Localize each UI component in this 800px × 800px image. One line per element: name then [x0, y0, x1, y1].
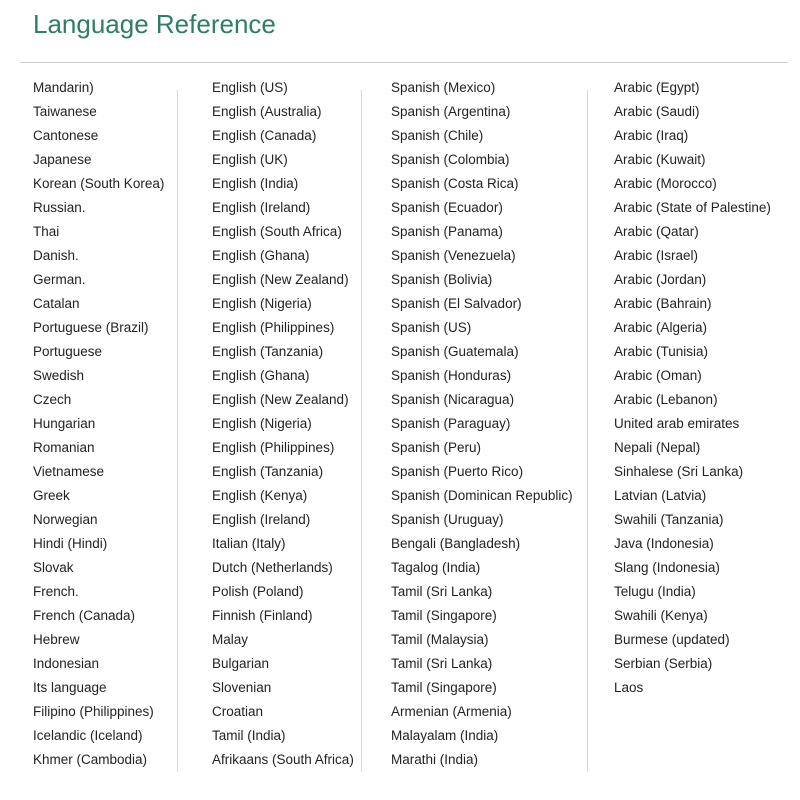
column-divider	[177, 90, 178, 772]
column-divider	[587, 90, 588, 772]
language-item: Arabic (Jordan)	[614, 272, 707, 287]
language-item: Vietnamese	[33, 464, 105, 479]
language-item: Marathi (India)	[391, 752, 479, 767]
language-item: Tamil (Sri Lanka)	[391, 656, 493, 671]
language-item: Bengali (Bangladesh)	[391, 536, 521, 551]
language-item: Czech	[33, 392, 72, 407]
language-item: Romanian	[33, 440, 95, 455]
language-item: Indonesian	[33, 656, 100, 671]
language-item: Spanish (Peru)	[391, 440, 482, 455]
column-divider	[361, 90, 362, 772]
language-item: Spanish (US)	[391, 320, 472, 335]
language-item: Thai	[33, 224, 60, 239]
language-item: English (India)	[212, 176, 299, 191]
language-item: Arabic (Israel)	[614, 248, 699, 263]
language-item: Latvian (Latvia)	[614, 488, 707, 503]
language-item: Arabic (Oman)	[614, 368, 702, 383]
language-item: Spanish (Argentina)	[391, 104, 511, 119]
language-item: English (Ireland)	[212, 512, 311, 527]
language-columns	[0, 76, 800, 786]
language-item: Portuguese	[33, 344, 103, 359]
language-item: Spanish (Dominican Republic)	[391, 488, 573, 503]
language-item: Spanish (Puerto Rico)	[391, 464, 524, 479]
language-item: Spanish (Chile)	[391, 128, 484, 143]
language-item: English (Philippines)	[212, 320, 335, 335]
language-item: Swedish	[33, 368, 85, 383]
language-item: Spanish (El Salvador)	[391, 296, 522, 311]
language-item: Slang (Indonesia)	[614, 560, 720, 575]
language-item: Tamil (Singapore)	[391, 680, 497, 695]
language-item: Malay	[212, 632, 249, 647]
language-item: English (Canada)	[212, 128, 317, 143]
language-item: Icelandic (Iceland)	[33, 728, 143, 743]
language-item: Spanish (Venezuela)	[391, 248, 516, 263]
language-item: Italian (Italy)	[212, 536, 286, 551]
language-item: English (Nigeria)	[212, 296, 312, 311]
language-item: Java (Indonesia)	[614, 536, 714, 551]
language-item: Catalan	[33, 296, 80, 311]
language-item: Dutch (Netherlands)	[212, 560, 333, 575]
language-item: Spanish (Colombia)	[391, 152, 510, 167]
language-item: Spanish (Panama)	[391, 224, 503, 239]
language-item: Croatian	[212, 704, 264, 719]
language-item: Arabic (Egypt)	[614, 80, 700, 95]
language-item: Arabic (Algeria)	[614, 320, 708, 335]
language-item: Spanish (Mexico)	[391, 80, 496, 95]
language-item: Malayalam (India)	[391, 728, 499, 743]
language-item: English (Ghana)	[212, 248, 310, 263]
language-item: Danish.	[33, 248, 79, 263]
language-item: Burmese (updated)	[614, 632, 730, 647]
language-item: English (South Africa)	[212, 224, 342, 239]
language-item: Arabic (Qatar)	[614, 224, 699, 239]
language-item: English (Ireland)	[212, 200, 311, 215]
language-item: Spanish (Honduras)	[391, 368, 512, 383]
language-item: Tamil (Sri Lanka)	[391, 584, 493, 599]
language-item: Mandarin)	[33, 80, 94, 95]
language-item: English (Tanzania)	[212, 464, 324, 479]
language-item: Bulgarian	[212, 656, 270, 671]
language-item: Japanese	[33, 152, 92, 167]
language-item: Arabic (Bahrain)	[614, 296, 712, 311]
language-item: Armenian (Armenia)	[391, 704, 512, 719]
language-item: Tamil (Singapore)	[391, 608, 497, 623]
language-item: Hindi (Hindi)	[33, 536, 108, 551]
language-item: Tamil (India)	[212, 728, 286, 743]
language-item: Tagalog (India)	[391, 560, 481, 575]
language-item: Swahili (Tanzania)	[614, 512, 724, 527]
language-item: Khmer (Cambodia)	[33, 752, 148, 767]
language-item: English (Tanzania)	[212, 344, 324, 359]
language-item: Arabic (Saudi)	[614, 104, 700, 119]
language-item: Arabic (State of Palestine)	[614, 200, 771, 215]
language-item: United arab emirates	[614, 416, 740, 431]
language-item: Portuguese (Brazil)	[33, 320, 149, 335]
language-item: English (UK)	[212, 152, 288, 167]
page-title: Language Reference	[33, 9, 276, 39]
language-item: Norwegian	[33, 512, 98, 527]
language-item: Cantonese	[33, 128, 99, 143]
language-item: Laos	[614, 680, 644, 695]
language-item: English (Ghana)	[212, 368, 310, 383]
language-item: Hebrew	[33, 632, 80, 647]
language-item: Serbian (Serbia)	[614, 656, 713, 671]
language-item: Arabic (Kuwait)	[614, 152, 706, 167]
language-item: Spanish (Paraguay)	[391, 416, 511, 431]
language-item: Taiwanese	[33, 104, 97, 119]
language-item: Spanish (Guatemala)	[391, 344, 519, 359]
language-item: Hungarian	[33, 416, 96, 431]
language-item: Swahili (Kenya)	[614, 608, 708, 623]
language-item: English (New Zealand)	[212, 392, 349, 407]
language-item: Polish (Poland)	[212, 584, 304, 599]
language-item: English (US)	[212, 80, 288, 95]
language-item: Nepali (Nepal)	[614, 440, 701, 455]
language-item: Afrikaans (South Africa)	[212, 752, 354, 767]
language-item: Finnish (Finland)	[212, 608, 313, 623]
language-item: Arabic (Tunisia)	[614, 344, 709, 359]
language-item: Greek	[33, 488, 70, 503]
language-item: French.	[33, 584, 79, 599]
language-item: English (Philippines)	[212, 440, 335, 455]
language-item: Spanish (Nicaragua)	[391, 392, 515, 407]
language-item: Sinhalese (Sri Lanka)	[614, 464, 744, 479]
language-item: Spanish (Bolivia)	[391, 272, 493, 287]
language-item: German.	[33, 272, 86, 287]
language-item: Arabic (Lebanon)	[614, 392, 718, 407]
title-divider	[20, 62, 788, 63]
language-item: English (Nigeria)	[212, 416, 312, 431]
language-item: Arabic (Iraq)	[614, 128, 689, 143]
language-column-1	[33, 76, 183, 772]
language-item: Spanish (Ecuador)	[391, 200, 503, 215]
language-item: Tamil (Malaysia)	[391, 632, 489, 647]
language-item: Filipino (Philippines)	[33, 704, 154, 719]
language-item: Arabic (Morocco)	[614, 176, 717, 191]
language-column-4	[614, 76, 794, 700]
language-column-3	[391, 76, 581, 772]
language-item: Telugu (India)	[614, 584, 696, 599]
language-item: Spanish (Uruguay)	[391, 512, 504, 527]
language-item: French (Canada)	[33, 608, 136, 623]
language-item: Slovak	[33, 560, 74, 575]
language-item: Spanish (Costa Rica)	[391, 176, 519, 191]
language-item: English (Australia)	[212, 104, 322, 119]
language-item: Slovenian	[212, 680, 272, 695]
language-item: Russian.	[33, 200, 86, 215]
language-item: Korean (South Korea)	[33, 176, 165, 191]
language-column-2	[212, 76, 362, 772]
language-item: Its language	[33, 680, 107, 695]
language-item: English (Kenya)	[212, 488, 308, 503]
language-item: English (New Zealand)	[212, 272, 349, 287]
